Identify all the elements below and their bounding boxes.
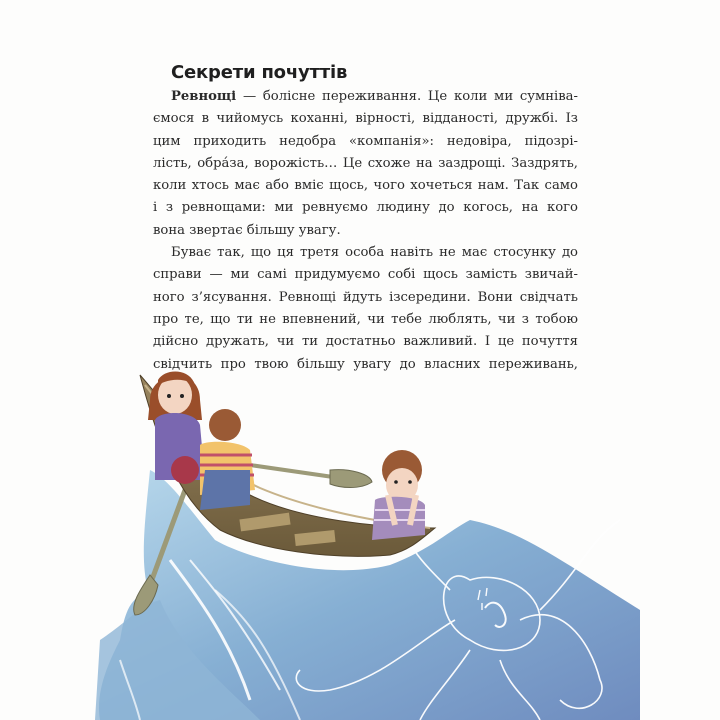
text-line: дійсно дружать, чи ти достатньо важливий. І це почуття: [153, 334, 578, 350]
boy-leaning-figure: [372, 450, 425, 540]
text-line: лість, обра́за, ворожість… Це схоже на заздрощі. Заздрять,: [153, 155, 578, 171]
text-line: і з ревнощами: ми ревнуємо людину до когось, на кого: [153, 200, 578, 216]
text-line: вона звертає більшу увагу.: [153, 222, 341, 238]
text-line: справи — ми самі придумуємо собі щось замість звичай-: [153, 267, 578, 283]
body-text: [153, 86, 578, 376]
section-heading: Секрети почуттів: [171, 62, 348, 83]
text-line: ного з’ясування. Ревнощі йдуть ізсередини. Вони свідчать: [153, 289, 578, 305]
text-line: ємося в чийомусь коханні, вірності, відданості, дружбі. Із: [153, 111, 578, 127]
text-line: Буває так, що ця третя особа навіть не має стосунку до: [171, 245, 578, 261]
text-line: коли хтось має або вміє щось, чого хочеться нам. Так само: [153, 178, 578, 194]
oar-right: [250, 465, 372, 488]
boy-in-boat-figure: [200, 409, 255, 510]
text-line: свідчить про твою більшу увагу до власних переживань,: [153, 356, 578, 372]
term-bold: Ревнощі: [171, 89, 237, 104]
girl-figure: [148, 372, 205, 484]
boat-octopus-illustration: [0, 360, 720, 720]
text-line: цим приходить недобра «компанія»: недовіра, підозрі-: [153, 133, 578, 149]
text-line: Ревнощі — болісне переживання. Це коли ми сумніва-: [171, 89, 578, 104]
text-line: про те, що ти не впевнений, чи тебе люблять, чи з тобою: [153, 311, 578, 327]
